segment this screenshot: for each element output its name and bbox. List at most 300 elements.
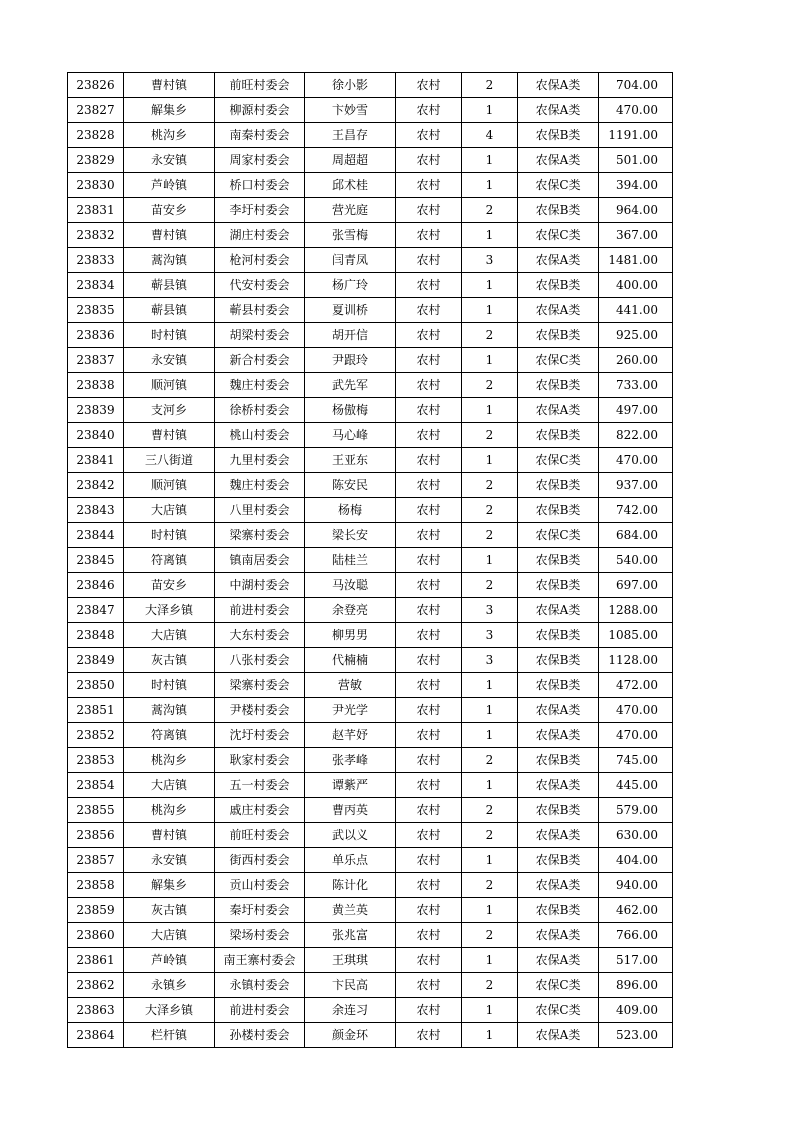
amount-cell: 517.00 — [599, 948, 673, 973]
row-id-cell: 23851 — [68, 698, 124, 723]
village-cell: 湖庄村委会 — [215, 223, 305, 248]
town-cell: 大店镇 — [124, 623, 215, 648]
name-cell: 赵芊妤 — [305, 723, 396, 748]
household-count-cell: 1 — [462, 148, 518, 173]
area-type-cell: 农村 — [396, 848, 462, 873]
row-id-cell: 23842 — [68, 473, 124, 498]
town-cell: 顺河镇 — [124, 473, 215, 498]
village-cell: 魏庄村委会 — [215, 473, 305, 498]
household-count-cell: 1 — [462, 348, 518, 373]
village-cell: 周家村委会 — [215, 148, 305, 173]
name-cell: 尹光学 — [305, 698, 396, 723]
name-cell: 陈安民 — [305, 473, 396, 498]
village-cell: 魏庄村委会 — [215, 373, 305, 398]
table-row — [68, 823, 673, 848]
category-cell: 农保A类 — [518, 298, 599, 323]
household-count-cell: 2 — [462, 198, 518, 223]
area-type-cell: 农村 — [396, 373, 462, 398]
name-cell: 曹丙英 — [305, 798, 396, 823]
amount-cell: 523.00 — [599, 1023, 673, 1048]
amount-cell: 896.00 — [599, 973, 673, 998]
area-type-cell: 农村 — [396, 523, 462, 548]
amount-cell: 470.00 — [599, 723, 673, 748]
row-id-cell: 23832 — [68, 223, 124, 248]
table-row — [68, 1023, 673, 1048]
area-type-cell: 农村 — [396, 173, 462, 198]
household-count-cell: 1 — [462, 1023, 518, 1048]
town-cell: 时村镇 — [124, 673, 215, 698]
name-cell: 卞民高 — [305, 973, 396, 998]
category-cell: 农保C类 — [518, 973, 599, 998]
area-type-cell: 农村 — [396, 823, 462, 848]
category-cell: 农保A类 — [518, 598, 599, 623]
row-id-cell: 23853 — [68, 748, 124, 773]
row-id-cell: 23864 — [68, 1023, 124, 1048]
name-cell: 余登亮 — [305, 598, 396, 623]
table-row — [68, 798, 673, 823]
name-cell: 单乐点 — [305, 848, 396, 873]
amount-cell: 742.00 — [599, 498, 673, 523]
category-cell: 农保B类 — [518, 798, 599, 823]
row-id-cell: 23846 — [68, 573, 124, 598]
town-cell: 桃沟乡 — [124, 123, 215, 148]
name-cell: 马汝聪 — [305, 573, 396, 598]
village-cell: 蕲县村委会 — [215, 298, 305, 323]
amount-cell: 697.00 — [599, 573, 673, 598]
town-cell: 曹村镇 — [124, 423, 215, 448]
category-cell: 农保B类 — [518, 423, 599, 448]
amount-cell: 470.00 — [599, 98, 673, 123]
town-cell: 桃沟乡 — [124, 798, 215, 823]
town-cell: 永镇乡 — [124, 973, 215, 998]
category-cell: 农保A类 — [518, 823, 599, 848]
name-cell: 张孝峰 — [305, 748, 396, 773]
area-type-cell: 农村 — [396, 348, 462, 373]
name-cell: 陈计化 — [305, 873, 396, 898]
table-row — [68, 298, 673, 323]
name-cell: 张雪梅 — [305, 223, 396, 248]
area-type-cell: 农村 — [396, 548, 462, 573]
table-row — [68, 948, 673, 973]
town-cell: 时村镇 — [124, 323, 215, 348]
row-id-cell: 23841 — [68, 448, 124, 473]
row-id-cell: 23837 — [68, 348, 124, 373]
category-cell: 农保A类 — [518, 773, 599, 798]
row-id-cell: 23827 — [68, 98, 124, 123]
area-type-cell: 农村 — [396, 123, 462, 148]
town-cell: 符离镇 — [124, 723, 215, 748]
amount-cell: 733.00 — [599, 373, 673, 398]
area-type-cell: 农村 — [396, 448, 462, 473]
amount-cell: 445.00 — [599, 773, 673, 798]
area-type-cell: 农村 — [396, 73, 462, 98]
name-cell: 夏训桥 — [305, 298, 396, 323]
area-type-cell: 农村 — [396, 698, 462, 723]
household-count-cell: 3 — [462, 248, 518, 273]
area-type-cell: 农村 — [396, 573, 462, 598]
category-cell: 农保B类 — [518, 648, 599, 673]
amount-cell: 400.00 — [599, 273, 673, 298]
area-type-cell: 农村 — [396, 773, 462, 798]
row-id-cell: 23850 — [68, 673, 124, 698]
amount-cell: 579.00 — [599, 798, 673, 823]
category-cell: 农保C类 — [518, 348, 599, 373]
amount-cell: 1128.00 — [599, 648, 673, 673]
category-cell: 农保A类 — [518, 948, 599, 973]
household-count-cell: 4 — [462, 123, 518, 148]
row-id-cell: 23847 — [68, 598, 124, 623]
category-cell: 农保B类 — [518, 848, 599, 873]
row-id-cell: 23828 — [68, 123, 124, 148]
town-cell: 栏杆镇 — [124, 1023, 215, 1048]
household-count-cell: 1 — [462, 698, 518, 723]
row-id-cell: 23835 — [68, 298, 124, 323]
amount-cell: 964.00 — [599, 198, 673, 223]
amount-cell: 409.00 — [599, 998, 673, 1023]
category-cell: 农保A类 — [518, 98, 599, 123]
amount-cell: 822.00 — [599, 423, 673, 448]
household-count-cell: 2 — [462, 923, 518, 948]
area-type-cell: 农村 — [396, 598, 462, 623]
name-cell: 柳男男 — [305, 623, 396, 648]
category-cell: 农保B类 — [518, 273, 599, 298]
amount-cell: 260.00 — [599, 348, 673, 373]
household-count-cell: 2 — [462, 423, 518, 448]
town-cell: 曹村镇 — [124, 823, 215, 848]
town-cell: 大店镇 — [124, 498, 215, 523]
table-row — [68, 73, 673, 98]
table-row — [68, 848, 673, 873]
area-type-cell: 农村 — [396, 973, 462, 998]
table-row — [68, 348, 673, 373]
village-cell: 梁寨村委会 — [215, 523, 305, 548]
village-cell: 五一村委会 — [215, 773, 305, 798]
village-cell: 永镇村委会 — [215, 973, 305, 998]
household-count-cell: 2 — [462, 373, 518, 398]
table-row — [68, 423, 673, 448]
town-cell: 解集乡 — [124, 98, 215, 123]
table-row — [68, 248, 673, 273]
amount-cell: 1085.00 — [599, 623, 673, 648]
row-id-cell: 23849 — [68, 648, 124, 673]
household-count-cell: 1 — [462, 848, 518, 873]
village-cell: 秦圩村委会 — [215, 898, 305, 923]
name-cell: 胡开信 — [305, 323, 396, 348]
town-cell: 芦岭镇 — [124, 173, 215, 198]
area-type-cell: 农村 — [396, 498, 462, 523]
row-id-cell: 23838 — [68, 373, 124, 398]
category-cell: 农保A类 — [518, 1023, 599, 1048]
row-id-cell: 23859 — [68, 898, 124, 923]
name-cell: 代楠楠 — [305, 648, 396, 673]
household-count-cell: 1 — [462, 273, 518, 298]
household-count-cell: 1 — [462, 723, 518, 748]
category-cell: 农保B类 — [518, 498, 599, 523]
town-cell: 三八街道 — [124, 448, 215, 473]
amount-cell: 441.00 — [599, 298, 673, 323]
row-id-cell: 23844 — [68, 523, 124, 548]
table-row — [68, 198, 673, 223]
table-row — [68, 523, 673, 548]
village-cell: 李圩村委会 — [215, 198, 305, 223]
name-cell: 周超超 — [305, 148, 396, 173]
amount-cell: 745.00 — [599, 748, 673, 773]
area-type-cell: 农村 — [396, 198, 462, 223]
row-id-cell: 23839 — [68, 398, 124, 423]
household-count-cell: 2 — [462, 973, 518, 998]
household-count-cell: 2 — [462, 473, 518, 498]
village-cell: 前旺村委会 — [215, 823, 305, 848]
table-row — [68, 123, 673, 148]
area-type-cell: 农村 — [396, 998, 462, 1023]
household-count-cell: 1 — [462, 223, 518, 248]
area-type-cell: 农村 — [396, 723, 462, 748]
row-id-cell: 23843 — [68, 498, 124, 523]
town-cell: 苗安乡 — [124, 198, 215, 223]
area-type-cell: 农村 — [396, 1023, 462, 1048]
name-cell: 营敏 — [305, 673, 396, 698]
table-row — [68, 898, 673, 923]
category-cell: 农保B类 — [518, 748, 599, 773]
table-row — [68, 273, 673, 298]
area-type-cell: 农村 — [396, 623, 462, 648]
category-cell: 农保B类 — [518, 573, 599, 598]
village-cell: 街西村委会 — [215, 848, 305, 873]
amount-cell: 367.00 — [599, 223, 673, 248]
table-row — [68, 923, 673, 948]
amount-cell: 1481.00 — [599, 248, 673, 273]
village-cell: 桥口村委会 — [215, 173, 305, 198]
area-type-cell: 农村 — [396, 473, 462, 498]
town-cell: 符离镇 — [124, 548, 215, 573]
row-id-cell: 23855 — [68, 798, 124, 823]
category-cell: 农保A类 — [518, 248, 599, 273]
village-cell: 前进村委会 — [215, 998, 305, 1023]
village-cell: 耿家村委会 — [215, 748, 305, 773]
table-row — [68, 698, 673, 723]
village-cell: 孙楼村委会 — [215, 1023, 305, 1048]
area-type-cell: 农村 — [396, 398, 462, 423]
village-cell: 中湖村委会 — [215, 573, 305, 598]
category-cell: 农保C类 — [518, 523, 599, 548]
name-cell: 王亚东 — [305, 448, 396, 473]
name-cell: 杨傲梅 — [305, 398, 396, 423]
amount-cell: 497.00 — [599, 398, 673, 423]
area-type-cell: 农村 — [396, 873, 462, 898]
name-cell: 闫青凤 — [305, 248, 396, 273]
household-count-cell: 1 — [462, 898, 518, 923]
amount-cell: 470.00 — [599, 698, 673, 723]
row-id-cell: 23861 — [68, 948, 124, 973]
village-cell: 镇南居委会 — [215, 548, 305, 573]
row-id-cell: 23852 — [68, 723, 124, 748]
table-row — [68, 623, 673, 648]
table-row — [68, 373, 673, 398]
household-count-cell: 1 — [462, 673, 518, 698]
name-cell: 杨广玲 — [305, 273, 396, 298]
area-type-cell: 农村 — [396, 923, 462, 948]
amount-cell: 766.00 — [599, 923, 673, 948]
row-id-cell: 23845 — [68, 548, 124, 573]
table-body — [68, 73, 673, 1048]
table-row — [68, 723, 673, 748]
area-type-cell: 农村 — [396, 223, 462, 248]
amount-cell: 404.00 — [599, 848, 673, 873]
name-cell: 余连习 — [305, 998, 396, 1023]
row-id-cell: 23833 — [68, 248, 124, 273]
name-cell: 武先军 — [305, 373, 396, 398]
name-cell: 王昌存 — [305, 123, 396, 148]
town-cell: 大店镇 — [124, 773, 215, 798]
table-row — [68, 398, 673, 423]
village-cell: 戚庄村委会 — [215, 798, 305, 823]
row-id-cell: 23854 — [68, 773, 124, 798]
category-cell: 农保C类 — [518, 173, 599, 198]
category-cell: 农保B类 — [518, 473, 599, 498]
name-cell: 邱术桂 — [305, 173, 396, 198]
category-cell: 农保A类 — [518, 923, 599, 948]
amount-cell: 630.00 — [599, 823, 673, 848]
category-cell: 农保C类 — [518, 223, 599, 248]
row-id-cell: 23829 — [68, 148, 124, 173]
data-table — [67, 72, 673, 1048]
village-cell: 桃山村委会 — [215, 423, 305, 448]
village-cell: 前进村委会 — [215, 598, 305, 623]
amount-cell: 501.00 — [599, 148, 673, 173]
category-cell: 农保A类 — [518, 698, 599, 723]
household-count-cell: 1 — [462, 998, 518, 1023]
category-cell: 农保B类 — [518, 198, 599, 223]
row-id-cell: 23858 — [68, 873, 124, 898]
area-type-cell: 农村 — [396, 98, 462, 123]
category-cell: 农保B类 — [518, 373, 599, 398]
town-cell: 大泽乡镇 — [124, 598, 215, 623]
amount-cell: 462.00 — [599, 898, 673, 923]
village-cell: 新合村委会 — [215, 348, 305, 373]
town-cell: 蒿沟镇 — [124, 698, 215, 723]
village-cell: 梁寨村委会 — [215, 673, 305, 698]
category-cell: 农保B类 — [518, 898, 599, 923]
household-count-cell: 2 — [462, 798, 518, 823]
household-count-cell: 2 — [462, 73, 518, 98]
category-cell: 农保B类 — [518, 323, 599, 348]
amount-cell: 540.00 — [599, 548, 673, 573]
table-row — [68, 448, 673, 473]
amount-cell: 940.00 — [599, 873, 673, 898]
table-row — [68, 648, 673, 673]
table-row — [68, 873, 673, 898]
area-type-cell: 农村 — [396, 673, 462, 698]
village-cell: 代安村委会 — [215, 273, 305, 298]
area-type-cell: 农村 — [396, 423, 462, 448]
amount-cell: 1191.00 — [599, 123, 673, 148]
village-cell: 枪河村委会 — [215, 248, 305, 273]
row-id-cell: 23848 — [68, 623, 124, 648]
row-id-cell: 23834 — [68, 273, 124, 298]
household-count-cell: 1 — [462, 548, 518, 573]
area-type-cell: 农村 — [396, 298, 462, 323]
area-type-cell: 农村 — [396, 148, 462, 173]
household-count-cell: 1 — [462, 773, 518, 798]
village-cell: 八里村委会 — [215, 498, 305, 523]
town-cell: 大泽乡镇 — [124, 998, 215, 1023]
category-cell: 农保B类 — [518, 673, 599, 698]
area-type-cell: 农村 — [396, 248, 462, 273]
household-count-cell: 2 — [462, 748, 518, 773]
name-cell: 杨梅 — [305, 498, 396, 523]
area-type-cell: 农村 — [396, 798, 462, 823]
table-row — [68, 473, 673, 498]
town-cell: 灰古镇 — [124, 648, 215, 673]
town-cell: 大店镇 — [124, 923, 215, 948]
name-cell: 谭紫严 — [305, 773, 396, 798]
household-count-cell: 1 — [462, 448, 518, 473]
amount-cell: 925.00 — [599, 323, 673, 348]
town-cell: 永安镇 — [124, 348, 215, 373]
household-count-cell: 2 — [462, 573, 518, 598]
category-cell: 农保C类 — [518, 998, 599, 1023]
name-cell: 张兆富 — [305, 923, 396, 948]
row-id-cell: 23826 — [68, 73, 124, 98]
town-cell: 苗安乡 — [124, 573, 215, 598]
amount-cell: 470.00 — [599, 448, 673, 473]
household-count-cell: 1 — [462, 173, 518, 198]
name-cell: 王琪琪 — [305, 948, 396, 973]
village-cell: 南秦村委会 — [215, 123, 305, 148]
town-cell: 解集乡 — [124, 873, 215, 898]
table-row — [68, 498, 673, 523]
area-type-cell: 农村 — [396, 273, 462, 298]
town-cell: 蕲县镇 — [124, 298, 215, 323]
name-cell: 颜金环 — [305, 1023, 396, 1048]
village-cell: 柳源村委会 — [215, 98, 305, 123]
table-row — [68, 773, 673, 798]
name-cell: 武以义 — [305, 823, 396, 848]
town-cell: 曹村镇 — [124, 73, 215, 98]
amount-cell: 937.00 — [599, 473, 673, 498]
household-count-cell: 2 — [462, 523, 518, 548]
village-cell: 尹楼村委会 — [215, 698, 305, 723]
category-cell: 农保A类 — [518, 398, 599, 423]
category-cell: 农保A类 — [518, 73, 599, 98]
category-cell: 农保B类 — [518, 623, 599, 648]
household-count-cell: 1 — [462, 298, 518, 323]
area-type-cell: 农村 — [396, 898, 462, 923]
name-cell: 徐小影 — [305, 73, 396, 98]
town-cell: 芦岭镇 — [124, 948, 215, 973]
table-row — [68, 598, 673, 623]
row-id-cell: 23831 — [68, 198, 124, 223]
table-row — [68, 223, 673, 248]
village-cell: 大东村委会 — [215, 623, 305, 648]
row-id-cell: 23856 — [68, 823, 124, 848]
town-cell: 蕲县镇 — [124, 273, 215, 298]
household-count-cell: 1 — [462, 98, 518, 123]
table-row — [68, 323, 673, 348]
row-id-cell: 23830 — [68, 173, 124, 198]
household-count-cell: 2 — [462, 873, 518, 898]
category-cell: 农保C类 — [518, 448, 599, 473]
amount-cell: 684.00 — [599, 523, 673, 548]
village-cell: 八张村委会 — [215, 648, 305, 673]
village-cell: 南王寨村委会 — [215, 948, 305, 973]
town-cell: 蒿沟镇 — [124, 248, 215, 273]
town-cell: 支河乡 — [124, 398, 215, 423]
name-cell: 陆桂兰 — [305, 548, 396, 573]
table-row — [68, 973, 673, 998]
household-count-cell: 2 — [462, 823, 518, 848]
area-type-cell: 农村 — [396, 948, 462, 973]
